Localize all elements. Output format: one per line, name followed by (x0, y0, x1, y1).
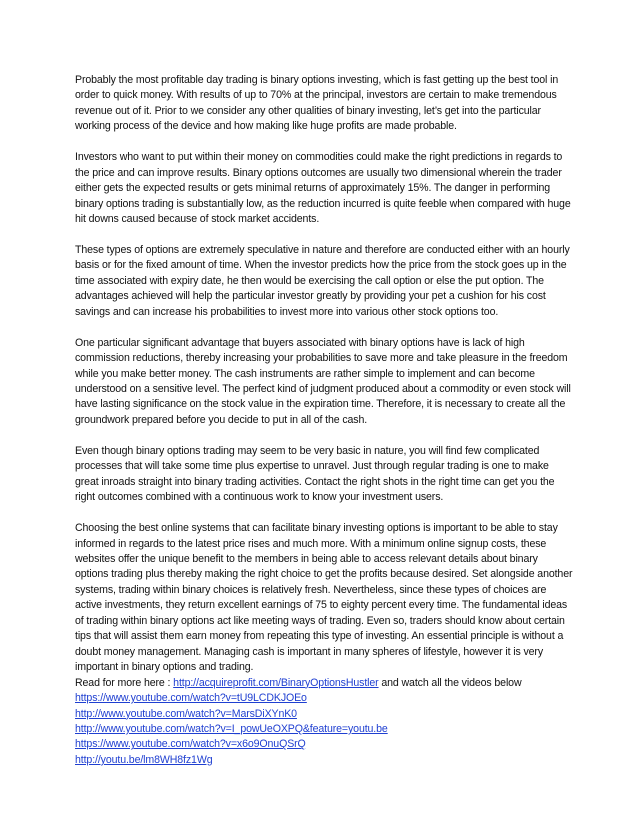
list-item (75, 722, 573, 737)
paragraph-intro: Probably the most profitable day trading is binary options investing, which is fast getting up the best tool in order to quick money. With results of up to 70% at the principal, investors are certain to make tremendous revenue out of it. Prior to we consider any other qualities of binary investing, let’s get into the particular working process of the device and how making like huge profits are made probable. (75, 74, 559, 133)
binary-options-hustler-link[interactable]: http://acquireprofit.com/BinaryOptionsHustler (173, 676, 379, 689)
video-links-list (75, 691, 573, 768)
paragraph-complicated-processes: Even though binary options trading may seem to be very basic in nature, you will find few complicated processes that will take some time plus expertise to unravel. Just through regular trading is one to make great inroads straight into binary trading activities. Contact the right shots in the right time can get you the right outcomes combined with a continuous work to know your investment users. (75, 444, 555, 504)
video-link-1[interactable]: https://www.youtube.com/watch?v=tU9LCDKJOEo (75, 692, 307, 705)
paragraph-investors: Investors who want to put within their money on commodities could make the right predictions in regards to the price and can improve results. Binary options outcomes are usually two dimensional wherein the trader either gets the expected results or gets minimal returns of approximately 15%. The danger in performing binary options trading is substantially low, as the reduction incurred is quite feeble when compared with huge hit downs caused because of stock market accidents. (75, 151, 571, 226)
read-more-prefix: Read for more here : (75, 676, 174, 689)
paragraph-advantage: One particular significant advantage that buyers associated with binary options have is lack of high commission reductions, thereby increasing your probabilities to save more and take pleasure in the freedom while you make better money. The cash instruments are rather simple to implement and can become understood on a sensitive level. The perfect kind of judgment produced about a commodity or even stock will have lasting significance on the stock value in the expiration time. Therefore, it is necessary to create all the groundwork prepared before you decide to put in all of the cash. (75, 336, 571, 426)
read-more-suffix: and watch all the videos below (378, 676, 522, 689)
video-link-3[interactable]: http://www.youtube.com/watch?v=I_powUeOXPQ&feature=youtu.be (75, 722, 388, 735)
video-link-2[interactable]: http://www.youtube.com/watch?v=MarsDiXYnK0 (75, 707, 297, 720)
list-item (75, 753, 573, 768)
list-item (75, 691, 573, 706)
document-body (75, 73, 573, 768)
paragraph-online-systems: Choosing the best online systems that can facilitate binary investing options is important to be able to stay informed in regards to the latest price rises and much more. With a minimum online signup costs, these websites offer the unique benefit to the members in being able to access relevant details about binary options trading plus thereby making the right choice to get the profits because desired. Set alongside another systems, trading within binary choices is relatively fresh. Nevertheless, since these types of choices are active investments, they return excellent earnings of 75 to eighty percent every time. The fundamental ideas of trading within binary options act like meeting ways of trading. Even so, traders should know about certain tips that will assist them earn money from repeating this type of investing. An essential principle is without a doubt money management. Managing cash is important in many spheres of lifestyle, however it is very important in binary options and trading. (75, 522, 573, 674)
paragraph-speculative: These types of options are extremely speculative in nature and therefore are conducted either with an hourly basis or for the fixed amount of time. When the investor predicts how the price from the stock goes up in the time associated with expiry date, he then would be exercising the call option or else the put option. The advantages achieved will help the particular investor greatly by providing your pet a cushion for his cost savings and can increase his probabilities to invest more into various other stock options too. (75, 243, 570, 318)
read-more-line (75, 676, 573, 691)
video-link-4[interactable]: https://www.youtube.com/watch?v=x6o9OnuQSrQ (75, 738, 306, 751)
list-item (75, 737, 573, 752)
video-link-5[interactable]: http://youtu.be/lm8WH8fz1Wg (75, 753, 213, 766)
list-item (75, 707, 573, 722)
